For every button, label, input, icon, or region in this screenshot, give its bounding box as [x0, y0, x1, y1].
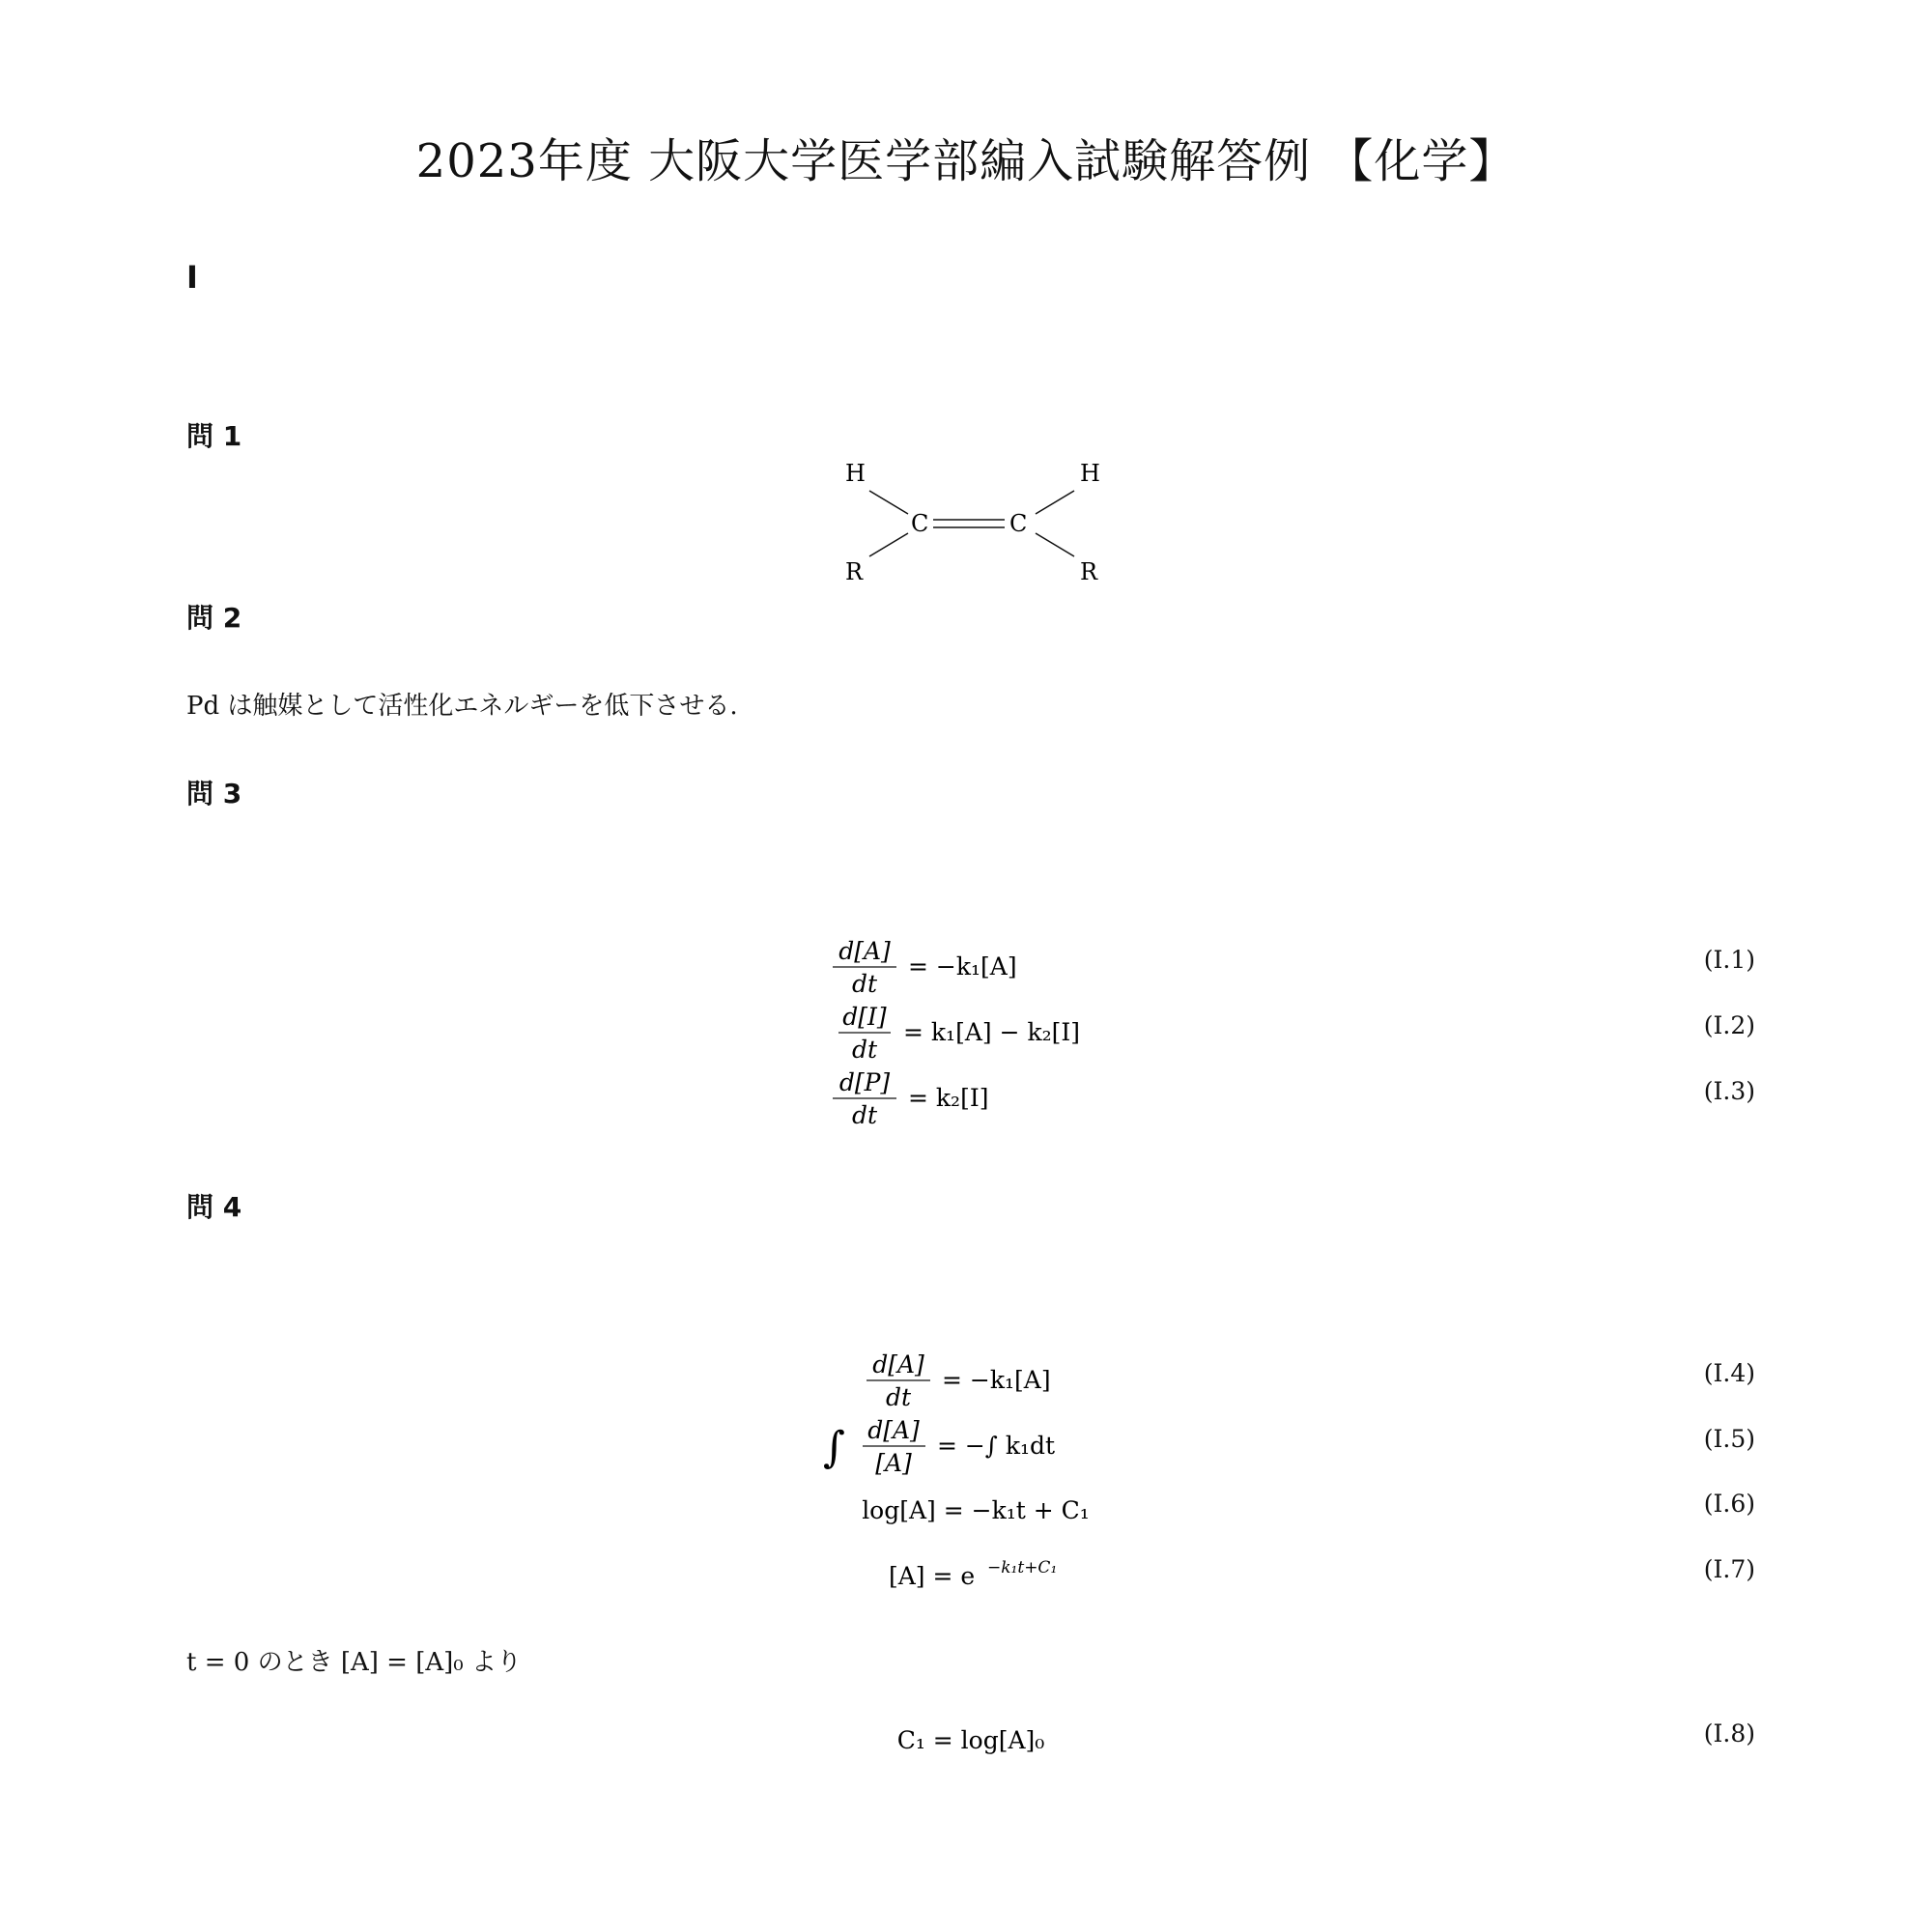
- section-label: I: [186, 259, 198, 296]
- bond-h-c-right: [1036, 491, 1074, 514]
- equation-number: (I.7): [1703, 1555, 1755, 1583]
- bond-h-c-left: [869, 491, 908, 514]
- svg-text:d[A]: d[A]: [867, 1416, 920, 1444]
- svg-text:[A]: [A]: [875, 1449, 912, 1477]
- svg-text:C₁ = log[A]₀: C₁ = log[A]₀: [896, 1726, 1045, 1754]
- atom-r-bottom-right: R: [1080, 558, 1098, 585]
- equation-number: (I.1): [1703, 946, 1755, 974]
- equation-number: (I.2): [1703, 1011, 1755, 1039]
- svg-text:= −k₁[A]: = −k₁[A]: [908, 952, 1017, 980]
- equation-i1: [0, 932, 1932, 1000]
- atom-h-top-left: H: [845, 460, 866, 487]
- svg-text:= −k₁[A]: = −k₁[A]: [942, 1366, 1051, 1394]
- equation-number: (I.4): [1703, 1359, 1755, 1387]
- condition-text: t = 0 のとき [A] = [A]₀ より: [186, 1648, 522, 1677]
- svg-text:∫: ∫: [823, 1423, 845, 1472]
- svg-text:d[I]: d[I]: [842, 1003, 887, 1031]
- alkene-structure-diagram: [821, 454, 1111, 599]
- svg-text:d[A]: d[A]: [872, 1350, 924, 1378]
- svg-text:= k₁[A] − k₂[I]: = k₁[A] − k₂[I]: [903, 1018, 1081, 1046]
- equation-number: (I.3): [1703, 1077, 1755, 1105]
- svg-text:d[A]: d[A]: [838, 937, 891, 965]
- svg-text:dt: dt: [851, 1036, 878, 1064]
- atom-h-top-right: H: [1080, 460, 1100, 487]
- equation-i3: [0, 1064, 1932, 1131]
- svg-text:[A] = e: [A] = e: [889, 1562, 976, 1590]
- svg-text:−k₁t+C₁: −k₁t+C₁: [987, 1558, 1058, 1577]
- question-3-heading: 問 3: [186, 778, 242, 810]
- svg-text:= k₂[I]: = k₂[I]: [908, 1084, 989, 1112]
- bond-r-c-right: [1036, 533, 1074, 556]
- equation-number: (I.5): [1703, 1425, 1755, 1453]
- svg-text:= −∫ k₁dt: = −∫ k₁dt: [937, 1432, 1056, 1460]
- equation-i2: [0, 998, 1932, 1065]
- bond-r-c-left: [869, 533, 908, 556]
- question-1-heading: 問 1: [186, 420, 242, 452]
- atom-c-right: C: [1009, 510, 1028, 537]
- equation-i4: [0, 1346, 1932, 1413]
- equation-i7: [0, 1555, 1932, 1623]
- svg-text:log[A] = −k₁t + C₁: log[A] = −k₁t + C₁: [862, 1496, 1090, 1524]
- equation-i5: [0, 1411, 1932, 1479]
- svg-text:dt: dt: [885, 1383, 912, 1411]
- atom-c-left: C: [911, 510, 929, 537]
- equation-number: (I.6): [1703, 1490, 1755, 1518]
- question-4-heading: 問 4: [186, 1191, 242, 1223]
- equation-i6: [0, 1490, 1932, 1557]
- svg-text:d[P]: d[P]: [838, 1068, 891, 1096]
- question-2-answer: Pd は触媒として活性化エネルギーを低下させる.: [186, 692, 738, 721]
- equation-number: (I.8): [1703, 1719, 1755, 1747]
- atom-r-bottom-left: R: [845, 558, 864, 585]
- svg-text:dt: dt: [851, 970, 878, 998]
- equation-i8: [0, 1719, 1932, 1787]
- svg-text:dt: dt: [851, 1101, 878, 1129]
- page-title: 2023年度 大阪大学医学部編入試験解答例 【化学】: [415, 134, 1517, 188]
- question-2-heading: 問 2: [186, 602, 242, 634]
